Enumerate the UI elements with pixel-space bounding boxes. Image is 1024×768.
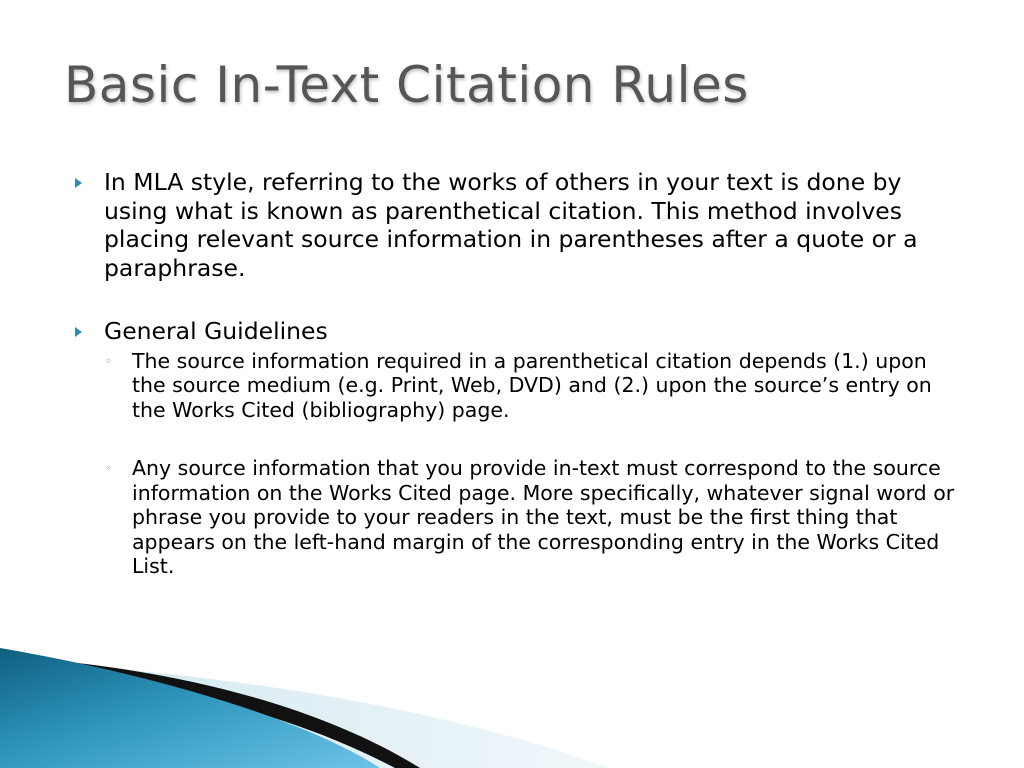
circle-bullet-icon: ◦ xyxy=(105,461,113,476)
sub-bullet-text: The source information required in a parenthetical citation depends (1.) upon the source medium (e.g. Print, Web, DVD) and (2.) upon the source’s entry on the Works Cited (bibliography) page. xyxy=(132,348,932,422)
sub-bullet-text: Any source information that you provide in-text must correspond to the source information on the Works Cited page. More specifically, whatever signal word or phrase you provide to your readers in the text, must be the first thing that appears on the left-hand margin of the corresponding entry in the Works Cited List. xyxy=(132,456,955,579)
circle-bullet-icon: ◦ xyxy=(105,353,113,368)
slide-title: Basic In-Text Citation Rules xyxy=(64,56,749,114)
bullet-intro-text: In MLA style, referring to the works of others in your text is done by using what is known as parenthetical citation. This method involves placing relevant source information in parentheses after a quote or a paraphrase. xyxy=(104,168,918,282)
bullet-general-guidelines-text: General Guidelines xyxy=(104,317,328,346)
